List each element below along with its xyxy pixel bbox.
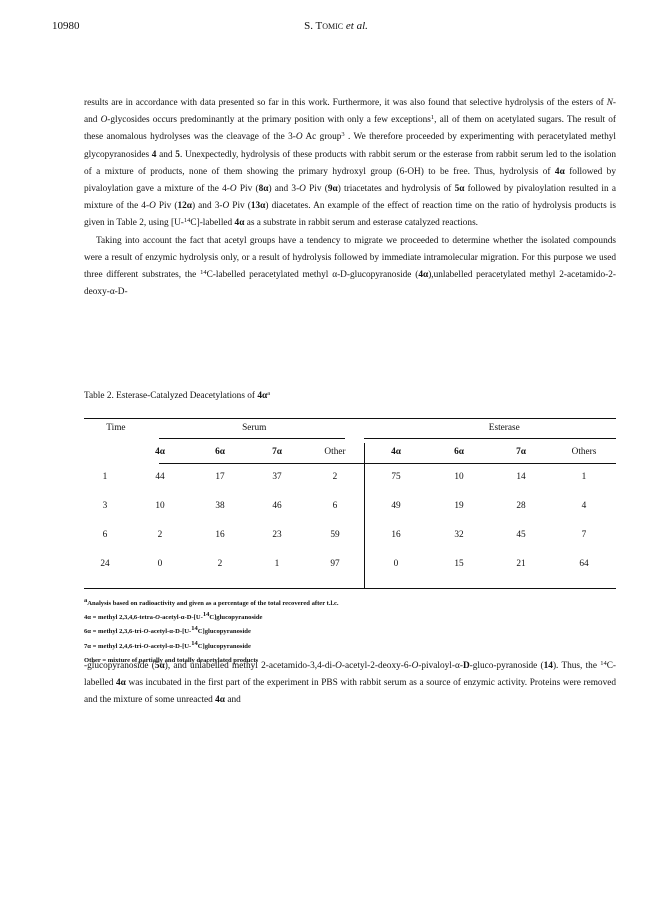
table-cell-time: 24	[100, 559, 110, 569]
footnote-a: $^a$Analysis based on radioactivity and given as a percentage of the total recovered after t.l.c.	[84, 597, 339, 607]
table-cell-serum-6a: 2	[217, 559, 223, 569]
table-cell-serum-7a: 46	[272, 501, 282, 511]
table-cell-esterase-4a: 0	[393, 559, 399, 569]
subheader-serum-7a: 7α	[272, 447, 282, 457]
subheader-rule	[159, 463, 616, 464]
esterase-group-rule	[364, 438, 616, 439]
table-cell-esterase-7a: 14	[516, 472, 526, 482]
paragraph-2: Taking into account the fact that acetyl groups have a tendency to migrate we proceeded to determine whether the isolated compounds were a result of enzymic hydrolysis only, or a result of hydrolysis followed by immediate intramolecular migration. For this purpose we used three different substrates, the $^{14}$C-labelled peracetylated methyl α-D-glucopyranoside (4α),unlabelled peracetylated methyl 2-acetamido-2-deoxy-α-D-	[84, 235, 616, 298]
table-bottom-rule	[84, 588, 616, 589]
table-cell-esterase-4a: 16	[391, 530, 401, 540]
table-cell-serum-other: 59	[330, 530, 340, 540]
table-cell-esterase-7a: 28	[516, 501, 526, 511]
paragraph-3: -glucopyranoside (5α), and unlabelled methyl 2-acetamido-3,4-di-O-acetyl-2-deoxy-6-O-pivaloyl-α-D-gluco-pyranoside (14). Thus, the $^{14}$C-labelled 4α was incubated in the first part of the experiment in PBS with rabbit serum as a source of enzymic activity. Proteins were removed and the mixture of some unreacted 4α and	[84, 660, 617, 706]
table-cell-serum-7a: 37	[272, 472, 282, 482]
table-cell-esterase-7a: 45	[516, 530, 526, 540]
table-cell-esterase-4a: 75	[391, 472, 401, 482]
subheader-serum-6a: 6α	[215, 447, 225, 457]
body-paragraph-1	[84, 95, 616, 301]
subheader-esterase-6a: 6α	[454, 447, 464, 457]
table-cell-serum-4a: 2	[157, 530, 163, 540]
table-cell-serum-6a: 17	[215, 472, 225, 482]
table-cell-esterase-6a: 19	[454, 501, 464, 511]
table-cell-esterase-6a: 32	[454, 530, 464, 540]
table-cell-esterase-6a: 10	[454, 472, 464, 482]
footnote-4a: 4α = methyl 2,3,4,6-tetra-O-acetyl-α-D-[U-$^{14}$C]glucopyranoside	[84, 611, 263, 622]
subheader-esterase-7a: 7α	[516, 447, 526, 457]
subheader-serum-other: Other	[324, 447, 346, 457]
serum-header: Serum	[242, 423, 267, 433]
table-caption: Table 2. Esterase-Catalyzed Deacetylations of $4\alpha^a$	[84, 390, 271, 401]
table-cell-time: 1	[102, 472, 108, 482]
table-cell-time: 6	[102, 530, 108, 540]
body-paragraph-3	[84, 658, 616, 710]
reference-3: 3	[341, 131, 345, 139]
table-cell-esterase-others: 4	[581, 501, 587, 511]
esterase-header: Esterase	[488, 423, 520, 433]
table-top-rule	[84, 418, 616, 419]
author-name: S. Tomic	[304, 20, 344, 32]
table-cell-serum-7a: 23	[272, 530, 282, 540]
table-cell-esterase-7a: 21	[516, 559, 526, 569]
table-cell-esterase-4a: 49	[391, 501, 401, 511]
table-cell-esterase-others: 7	[581, 530, 587, 540]
serum-group-rule	[159, 438, 345, 439]
table-cell-serum-4a: 10	[155, 501, 165, 511]
footnote-6a: 6α = methyl 2,3,6-tri-O-acetyl-α-D-[U-$^{14}$C]glucopyranoside	[84, 625, 251, 636]
subheader-esterase-others: Others	[571, 447, 597, 457]
table-cell-esterase-6a: 15	[454, 559, 464, 569]
page-number: 10980	[52, 20, 80, 32]
subheader-esterase-4a: 4α	[391, 447, 401, 457]
table-cell-serum-7a: 1	[274, 559, 280, 569]
table-cell-serum-other: 2	[332, 472, 338, 482]
table-column-divider	[364, 443, 365, 588]
table-cell-serum-other: 97	[330, 559, 340, 569]
reference-1: 1	[430, 114, 435, 122]
running-header	[0, 20, 672, 32]
table-cell-esterase-others: 1	[581, 472, 587, 482]
time-header: Time	[106, 423, 126, 433]
paragraph-1: results are in accordance with data presented so far in this work. Furthermore, it was also found that selective hydrolysis of the esters of N- and O-glycosides occurs predominantly at the primary position with only a few exceptions$^1$, all of them on acetylated sugars. The result of these anomalous hydrolyses was the cleavage of the 3-O Ac group$^3$ . We therefore proceeded by experimenting with peracetylated methyl glycopyranosides 4 and 5. Unexpectedly, hydrolysis of these products with rabbit serum or the esterase from rabbit serum led to the isolation of a mixture of products, none of them showing the primary hydroxyl group (6-OH) to be free. Thus, hydrolysis of 4α followed by pivaloylation gave a mixture of the 4-O Piv (8α) and 3-O Piv (9α) triacetates and hydrolysis of 5α followed by pivaloylation resulted in a mixture of the 4-O Piv (12α) and 3-O Piv (13α) diacetates. An example of the effect of reaction time on the ratio of hydrolysis products is given in Table 2, using [U-$^{14}$C]-labelled 4α as a substrate in rabbit serum and esterase catalyzed reactions.	[84, 98, 617, 229]
subheader-serum-4a: 4α	[155, 447, 165, 457]
footnote-7a: 7α = methyl 2,4,6-tri-O-acetyl-α-D-[U-$^{14}$C]glucopyranoside	[84, 639, 251, 650]
table-cell-esterase-others: 64	[579, 559, 589, 569]
table-cell-time: 3	[102, 501, 108, 511]
footnote-other: Other = mixture of partially and totally deacetylated products	[84, 656, 259, 664]
author-etal: et al.	[343, 20, 368, 32]
table-cell-serum-6a: 38	[215, 501, 225, 511]
table-cell-serum-4a: 0	[157, 559, 163, 569]
table-2	[84, 418, 616, 588]
table-cell-serum-6a: 16	[215, 530, 225, 540]
table-cell-serum-4a: 44	[155, 472, 165, 482]
table-cell-serum-other: 6	[332, 501, 338, 511]
